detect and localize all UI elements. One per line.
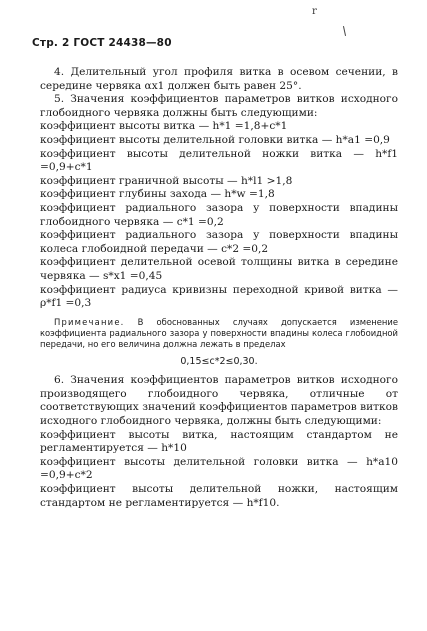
section-6-item-1: коэффициент высоты витка, настоящим стандартом не регламентируется — h*10 xyxy=(40,428,398,455)
section-5-item-9: коэффициент радиуса кривизны переходной кривой витка — ρ*f1 =0,3 xyxy=(40,283,398,310)
section-5-item-4: коэффициент граничной высоты — h*l1 >1,8 xyxy=(40,174,293,187)
section-4-paragraph: 4. Делительный угол профиля витка в осевом сечении, в середине червяка αx1 должен быть равен 25°. xyxy=(40,66,398,92)
section-5-item-7: коэффициент радиального зазора у поверхности впадины колеса глобоидной передачи — c*2 =0,2 xyxy=(40,229,398,255)
section-5-item-1: коэффициент высоты витка — h*1 =1,8+c*1 xyxy=(40,120,288,133)
section-5-item-5: коэффициент глубины захода — h*w =1,8 xyxy=(40,188,275,201)
section-6-item-2: коэффициент высоты делительной головки витка — h*a10 =0,9+c*2 xyxy=(40,455,398,482)
note-paragraph xyxy=(40,317,398,350)
corner-stroke xyxy=(343,26,346,36)
section-5-item-6: коэффициент радиального зазора у поверхности впадины глобоидного червяка — c*1 =0,2 xyxy=(40,201,398,228)
page-header: Стр. 2 ГОСТ 24438—80 xyxy=(32,37,172,49)
section-5-item-2: коэффициент высоты делительной головки витка — h*a1 =0,9 xyxy=(40,133,390,146)
section-5-intro: 5. Значения коэффициентов параметров витков исходного глобоидного червяка должны быть следующими: xyxy=(40,93,398,119)
note-range: 0,15≤c*2≤0,30. xyxy=(180,355,258,367)
section-5-item-8: коэффициент делительной осевой толщины витка в середине червяка — s*x1 =0,45 xyxy=(40,256,398,282)
note-label: Примечание. xyxy=(54,316,125,327)
section-6-item-3: коэффициент высоты делительной ножки, настоящим стандартом не регламентируется — h*f10. xyxy=(40,483,398,509)
document-body xyxy=(40,66,398,510)
note-text: В обоснованных случаях допускается изменение коэффициента радиального зазора у поверхности впадины колеса глобоидной передачи, но его величина должна лежать в пределах xyxy=(40,316,398,349)
corner-mark: r xyxy=(312,6,317,17)
section-5-item-3: коэффициент высоты делительной ножки витка — h*f1 =0,9+c*1 xyxy=(40,147,398,174)
section-6-intro: 6. Значения коэффициентов параметров витков исходного производящего глобоидного червяка, отличные от соответствующих значений коэффициентов параметров витков исходного глобоидного червяка, должны быть следующими: xyxy=(40,374,398,428)
